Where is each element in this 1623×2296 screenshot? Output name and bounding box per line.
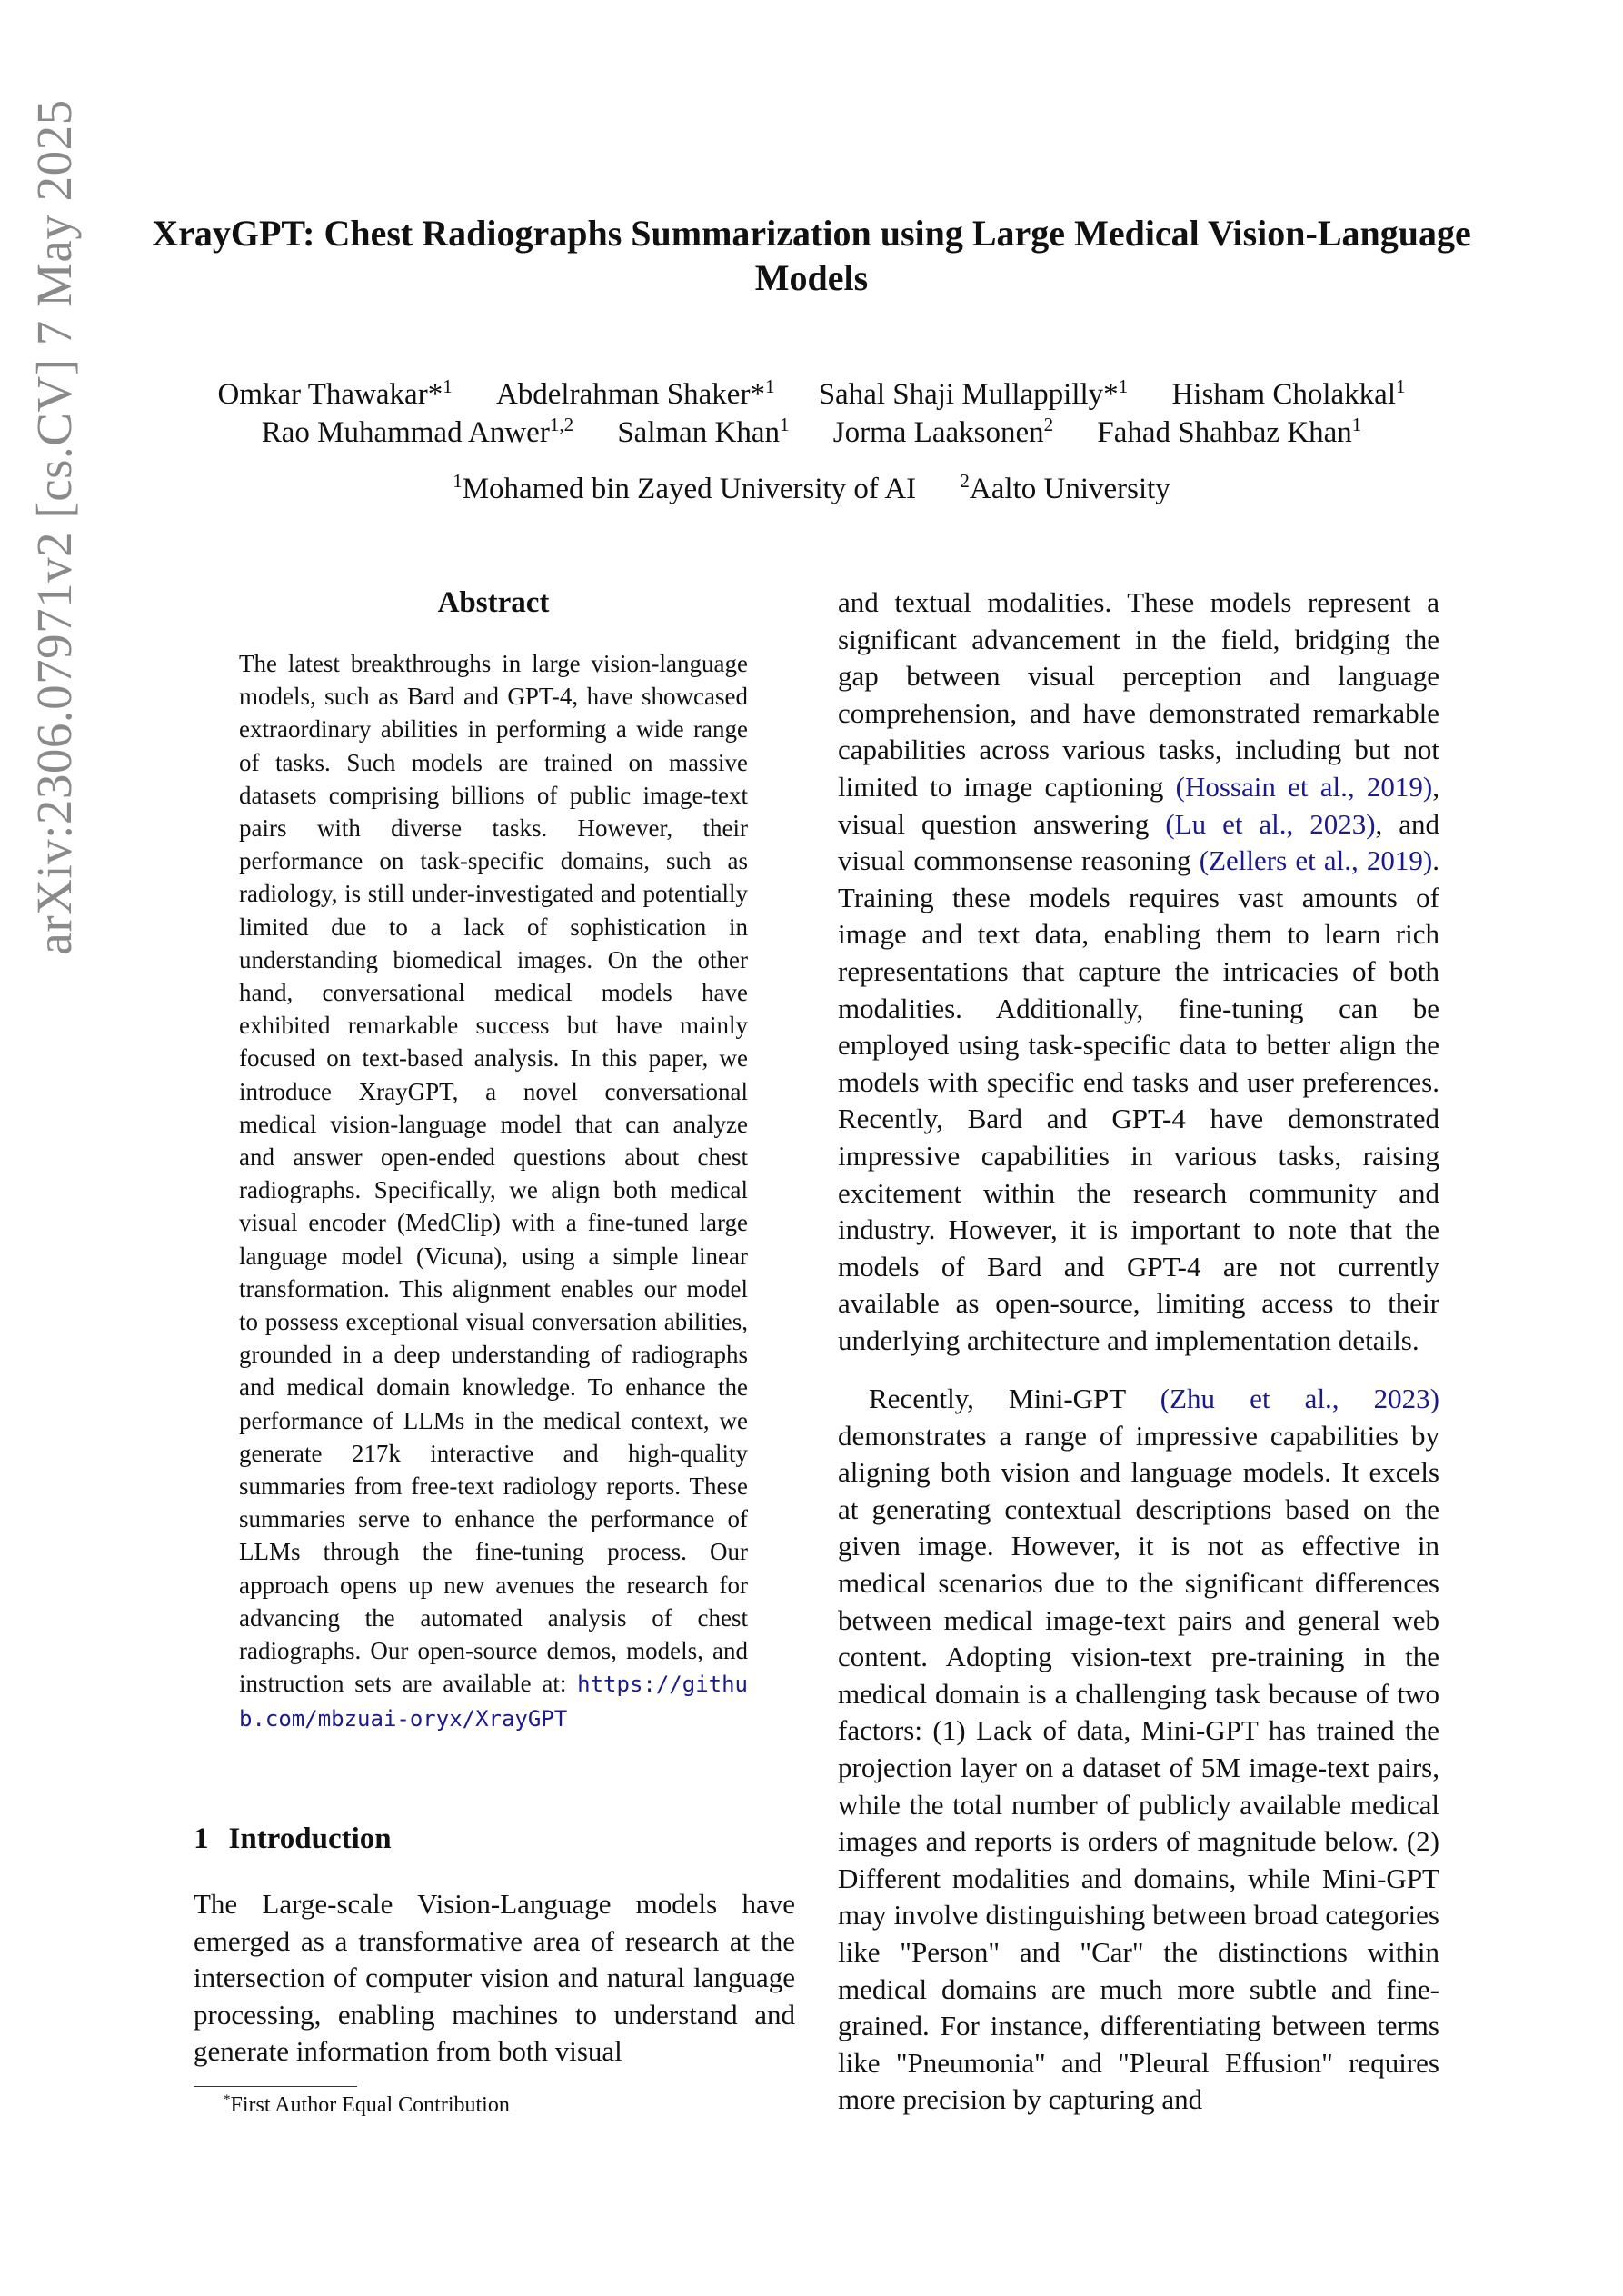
author-list-line-2 bbox=[109, 414, 1514, 451]
affiliation: $^2$Aalto University bbox=[960, 470, 1170, 505]
author: Fahad Shahbaz Khan$^1$ bbox=[1097, 414, 1362, 449]
intro-paragraph-right-1: and textual modalities. These models represent a significant advancement in the field, bridging the gap between visual perception and language comprehension, and have demonstrated remarkable capabilities across various tasks, including but not limited to image captioning (Hossain et al., 2019), visual question answering (Lu et al., 2023), and visual commonsense reasoning (Zellers et al., 2019). Training these models requires vast amounts of image and text data, enabling them to learn rich representations that capture the intricacies of both modalities. Additionally, fine-tuning can be employed using task-specific data to better align the models with specific end tasks and user preferences. Recently, Bard and GPT-4 have demonstrated impressive capabilities in various tasks, raising excitement within the research community and industry. However, it is important to note that the models of Bard and GPT-4 are not currently available as open-source, limiting access to their underlying architecture and implementation details. bbox=[838, 586, 1440, 1356]
citation-link[interactable]: (Zhu et al., 2023) bbox=[1160, 1383, 1439, 1414]
author: Abdelrahman Shaker*$^1$ bbox=[495, 375, 775, 411]
arxiv-identifier: arXiv:2306.07971v2 [cs.CV] 7 May 2025 bbox=[26, 99, 82, 955]
footnote-divider bbox=[194, 2086, 357, 2087]
author: Jorma Laaksonen$^2$ bbox=[832, 414, 1054, 449]
paper-title: XrayGPT: Chest Radiographs Summarization using Large Medical Vision-Language Models bbox=[152, 213, 1471, 298]
citation-link[interactable]: (Lu et al., 2023) bbox=[1165, 807, 1376, 840]
author: Hisham Cholakkal$^1$ bbox=[1171, 375, 1406, 411]
affiliation: $^1$Mohamed bin Zayed University of AI bbox=[453, 470, 917, 505]
footnote: *First Author Equal Contribution bbox=[224, 2092, 510, 2117]
intro-paragraph-right-2: Recently, Mini-GPT (Zhu et al., 2023) demonstrates a range of impressive capabilities by aligning both vision and language models. It excels at generating contextual descriptions based on the given image. However, it is not as effective in medical scenarios due to the significant differences between medical image-text pairs and general web content. Adopting vision-text pre-training in the medical domain is a challenging task because of two factors: (1) Lack of data, Mini-GPT has trained the projection layer on a dataset of 5M image-text pairs, while the total number of publicly available medical images and reports is orders of magnitude below. (2) Different modalities and domains, while Mini-GPT may involve distinguishing between broad categories like "Person" and "Car" the distinctions within medical domains are much more subtle and fine-grained. For instance, differentiating between terms like "Pneumonia" and "Pleural Effusion" requires more precision by capturing and bbox=[838, 1383, 1439, 2116]
citation-link[interactable]: (Hossain et al., 2019) bbox=[1175, 770, 1433, 803]
abstract-heading: Abstract bbox=[437, 586, 550, 619]
author: Rao Muhammad Anwer$^{1,2}$ bbox=[261, 414, 574, 449]
github-link[interactable]: https://github.com/mbzuai-oryx/XrayGPT bbox=[239, 1672, 748, 1732]
author-list-line-1 bbox=[109, 376, 1514, 413]
author: Sahal Shaji Mullappilly*$^1$ bbox=[818, 375, 1129, 411]
abstract-body: The latest breakthroughs in large vision-language models, such as Bard and GPT-4, have showcased extraordinary abilities in performing a wide range of tasks. Such models are trained on massive datasets comprising billions of public image-text pairs with diverse tasks. However, their performance on task-specific domains, such as radiology, is still under-investigated and potentially limited due to a lack of sophistication in understanding biomedical images. On the other hand, conversational medical models have exhibited remarkable success but have mainly focused on text-based analysis. In this paper, we introduce XrayGPT, a novel conversational medical vision-language model that can analyze and answer open-ended questions about chest radiographs. Specifically, we align both medical visual encoder (MedClip) with a fine-tuned large language model (Vicuna), using a simple linear transformation. This alignment enables our model to possess exceptional visual conversation abilities, grounded in a deep understanding of radiographs and medical domain knowledge. To enhance the performance of LLMs in the medical context, we generate 217k interactive and high-quality summaries from free-text radiology reports. These summaries serve to enhance the performance of LLMs through the fine-tuning process. Our approach opens up new avenues the research for advancing the automated analysis of chest radiographs. Our open-source demos, models, and instruction sets are available at: https://github.com/mbzuai-oryx/XrayGPT bbox=[239, 650, 748, 1732]
intro-paragraph-left: The Large-scale Vision-Language models have emerged as a transformative area of research at the intersection of computer vision and natural language processing, enabling machines to understand and generate information from both visual bbox=[194, 1888, 795, 2068]
author: Salman Khan$^1$ bbox=[617, 414, 790, 449]
section-heading-introduction: 1 Introduction bbox=[194, 1822, 392, 1855]
citation-link[interactable]: (Zellers et al., 2019) bbox=[1199, 844, 1433, 877]
author: Omkar Thawakar*$^1$ bbox=[217, 375, 453, 411]
affiliations bbox=[109, 471, 1514, 507]
